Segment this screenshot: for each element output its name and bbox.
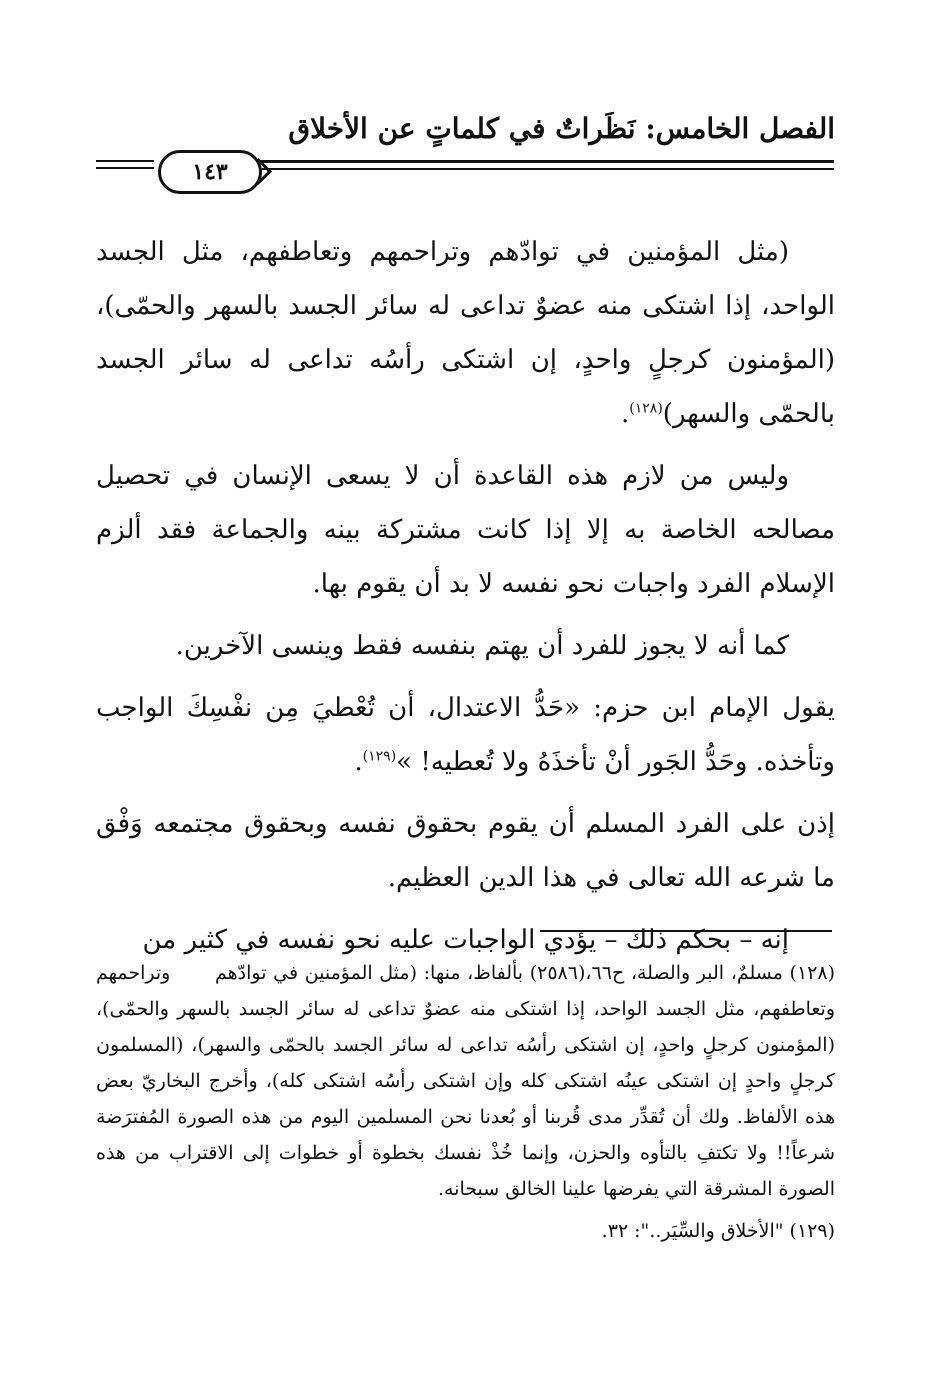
header-rule-left-top (96, 160, 154, 162)
chapter-title: الفصل الخامس: نَظَراتٌ في كلماتٍ عن الأخلاق (288, 112, 835, 145)
footnote-128 (96, 955, 835, 1207)
paragraph-4 (96, 681, 835, 789)
paragraph-1-end: . (621, 399, 630, 429)
main-text (96, 225, 835, 975)
footnote-ref-128: (١٢٨) (629, 400, 663, 417)
footnote-128-rest: وتراحمهم وتعاطفهم، مثل الجسد الواحد، إذا اشتكى منه عضوٌ تداعى له سائر الجسد بالسهر والحمّى)، (المؤمنون كرجلٍ واحدٍ، إن اشتكى رأسُه تداعى له سائر الجسد بالحمّى والسهر)، (المسلمون كرجلٍ واحدٍ إن اشتكى عينُه اشتكى كله وإن اشتكى رأسُه اشتكى كله)، وأخرج البخاريّ بعض هذه الألفاظ. ولك أن تُقدِّر مدى قُربنا أو بُعدنا نحن المسلمين اليوم من هذه الصورة المُفترَضة شرعاً!! ولا تكتفِ بالتأوه والحزن، وإنما خُذْ نفسك بخطوة أو خطوات إلى الاقتراب من هذه الصورة المشرقة التي يفرضها علينا الخالق سبحانه. (96, 962, 836, 1200)
header-rule-right-top (258, 160, 834, 163)
footnote-separator (540, 930, 832, 932)
paragraph-3: كما أنه لا يجوز للفرد أن يهتم بنفسه فقط وينسى الآخرين. (175, 631, 789, 661)
header-rule-left-bottom (96, 167, 154, 169)
page-number-badge (158, 150, 262, 194)
paragraph-2: وليس من لازم هذه القاعدة أن لا يسعى الإنسان في تحصيل مصالحه الخاصة به إلا إذا كانت مشتركة بينه والجماعة فقد ألزم الإسلام الفرد واجبات نحو نفسه لا بد أن يقوم بها. (96, 461, 835, 599)
footnotes (96, 955, 835, 1255)
header-rule-right-bottom (258, 168, 834, 170)
paragraph-6: إنه – بحكم ذلك – يؤدي الواجبات عليه نحو نفسه في كثير من (142, 925, 789, 955)
footnote-129: (١٢٩) "الأخلاق والسِّيَر..": ٣٢. (601, 1220, 835, 1242)
paragraph-1-text: (مثل المؤمنين في توادّهم وتراحمهم وتعاطفهم، مثل الجسد الواحد، إذا اشتكى منه عضوٌ تداعى له سائر الجسد بالسهر والحمّى)، (المؤمنون كرجلٍ واحدٍ، إن اشتكى رأسُه تداعى له سائر الجسد بالحمّى والسهر) (96, 237, 835, 429)
paragraph-1 (96, 225, 835, 441)
footnote-128-first: (١٢٨) مسلمٌ، البر والصلة، ح٦٦،(٢٥٨٦) بألفاظ، منها: (مثل المؤمنين في توادّهم (215, 962, 835, 984)
page-number: ١٤٣ (192, 159, 228, 185)
paragraph-5: إذن على الفرد المسلم أن يقوم بحقوق نفسه وبحقوق مجتمعه وَفْق ما شرعه الله تعالى في هذا الدين العظيم. (96, 809, 835, 893)
paragraph-4-end: . (354, 747, 363, 777)
paragraph-4-text: يقول الإمام ابن حزم: «حَدُّ الاعتدال، أن تُعْطيَ مِن نفْسِكَ الواجب وتأخذه. وحَدُّ الجَور أنْ تأخذَهُ ولا تُعطيه! » (96, 693, 835, 777)
footnote-ref-129: (١٢٩) (362, 748, 397, 765)
